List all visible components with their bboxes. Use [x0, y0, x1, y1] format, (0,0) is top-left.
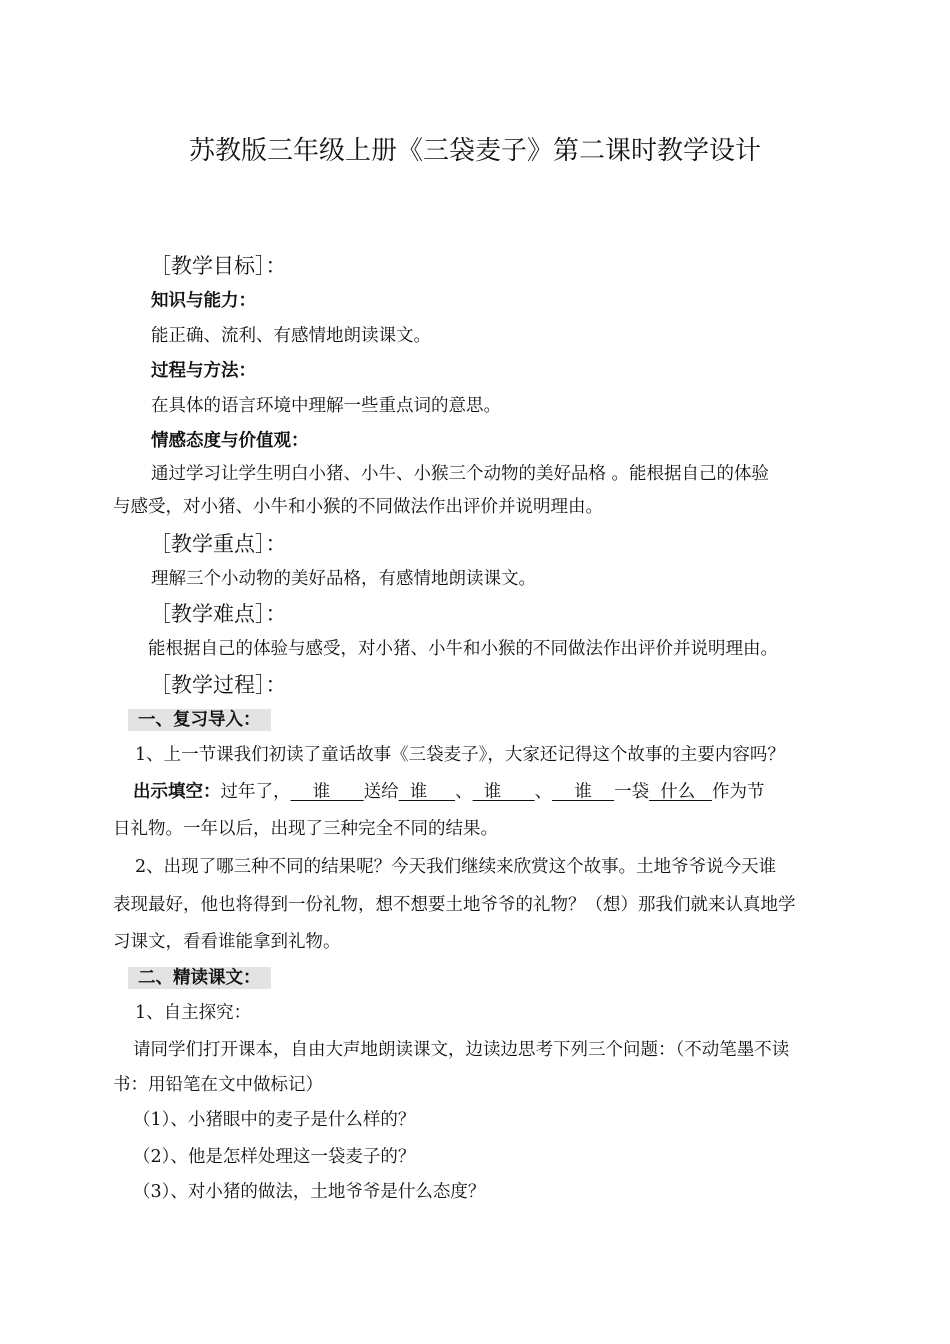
fill-blank-1: 谁 [290, 782, 364, 802]
question-1: （1）、小猪眼中的麦子是什么样的？ [133, 1110, 416, 1130]
intro-paragraph-line2: 表现最好，他也将得到一份礼物，想不想要土地爷爷的礼物？（想）那我们就来认真地学 [113, 895, 796, 915]
fill-blank-2: 谁 [398, 782, 456, 802]
fill-text-4: 、 [534, 782, 553, 802]
section2-heading-text: 二、精读课文： [128, 967, 271, 989]
attitude-text-line1: 通过学习让学生明白小猪、小牛、小猴三个动物的美好品格 。能根据自己的体验 [151, 464, 770, 484]
section1-heading-text: 一、复习导入： [128, 709, 271, 731]
attitude-label: 情感态度与价值观： [151, 431, 309, 451]
process-heading: ［教学过程］： [150, 673, 287, 697]
reading-instruction-line1: 请同学们打开课本，自由大声地朗读课文，边读边思考下列三个问题：（不动笔墨不读 [133, 1040, 790, 1060]
section2-heading [128, 966, 271, 990]
fill-text-5: 一袋 [614, 782, 650, 802]
fill-blank-3: 谁 [472, 782, 535, 802]
intro-paragraph-line1: 2、出现了哪三种不同的结果呢？今天我们继续来欣赏这个故事。土地爷爷说今天谁 [135, 857, 777, 877]
fill-in-blank-line2: 日礼物。一年以后，出现了三种完全不同的结果。 [113, 819, 498, 839]
process-text: 在具体的语言环境中理解一些重点词的意思。 [151, 396, 501, 416]
fill-label: 出示填空： [133, 782, 221, 802]
difficulties-heading: ［教学难点］： [150, 602, 287, 626]
document-title: 苏教版三年级上册《三袋麦子》第二课时教学设计 [188, 136, 761, 166]
self-inquiry-label: 1、自主探究： [135, 1003, 252, 1023]
intro-paragraph-line3: 习课文，看看谁能拿到礼物。 [113, 932, 341, 952]
fill-text-3: 、 [455, 782, 473, 802]
attitude-text-line2: 与感受，对小猪、小牛和小猴的不同做法作出评价并说明理由。 [113, 497, 603, 517]
reading-instruction-line2: 书：用铅笔在文中做标记） [113, 1075, 323, 1095]
fill-blank-4: 谁 [552, 782, 615, 802]
objectives-heading: ［教学目标］： [150, 254, 287, 278]
key-points-heading: ［教学重点］： [150, 532, 287, 556]
knowledge-text: 能正确、流利、有感情地朗读课文。 [151, 326, 431, 346]
key-points-text: 理解三个小动物的美好品格，有感情地朗读课文。 [151, 569, 536, 589]
review-question: 1、上一节课我们初读了童话故事《三袋麦子》，大家还记得这个故事的主要内容吗？ [135, 745, 785, 765]
fill-text-2: 送给 [363, 782, 399, 802]
fill-text-6: 作为节 [711, 782, 765, 802]
knowledge-label: 知识与能力： [151, 291, 256, 311]
question-3: （3）、对小猪的做法，土地爷爷是什么态度？ [133, 1182, 486, 1202]
process-label: 过程与方法： [151, 361, 256, 381]
fill-blank-5: 什么 [649, 782, 712, 802]
question-2: （2）、他是怎样处理这一袋麦子的？ [133, 1147, 416, 1167]
fill-in-blank-line1 [133, 780, 764, 804]
difficulties-text: 能根据自己的体验与感受，对小猪、小牛和小猴的不同做法作出评价并说明理由。 [148, 639, 778, 659]
section1-heading [128, 708, 271, 732]
fill-text-1: 过年了， [220, 782, 291, 802]
